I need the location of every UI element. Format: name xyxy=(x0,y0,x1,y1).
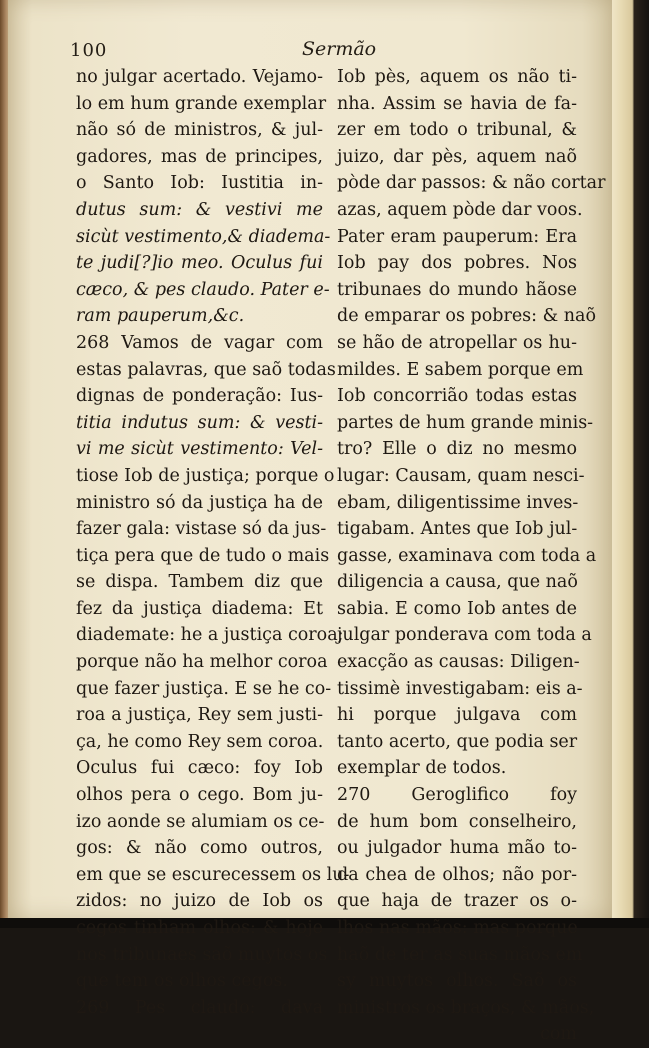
text-line: diligencia a causa, que naõ xyxy=(337,572,578,593)
text-line: Iob pay dos pobres. Nos xyxy=(337,253,577,274)
text-line: tro? Elle o diz no mesmo xyxy=(337,439,577,460)
text-line: hi porque julgava com xyxy=(337,705,577,726)
text-line: juizo, dar pès, aquem naõ xyxy=(337,146,577,167)
text-line: zer em todo o tribunal, & xyxy=(337,120,577,141)
text-line: diademate: he a justiça coroa; xyxy=(76,625,344,646)
text-line: se hão de atropellar os hu- xyxy=(337,332,577,353)
text-line: tigabam. Antes que Iob jul- xyxy=(337,519,578,540)
text-line: vi me sicùt vestimento: Vel- xyxy=(76,439,323,460)
text-line: gadores, mas de principes, xyxy=(76,146,323,167)
text-line: ministro só da justiça ha de xyxy=(76,492,323,513)
text-line: com xyxy=(540,1024,577,1045)
text-line: Iob pès, aquem os não ti- xyxy=(337,67,577,87)
text-line: tiose Iob de justiça; porque o xyxy=(76,465,335,486)
text-line: não só de ministros, & jul- xyxy=(76,120,323,141)
text-line: de emparar os pobres: & naõ xyxy=(337,306,596,327)
text-line: dignas de ponderação: Ius- xyxy=(76,386,323,407)
text-line: te judi[?]io meo. Oculus fui xyxy=(76,253,323,274)
text-line: nha. Assim se havia de fa- xyxy=(337,93,577,114)
text-line: estas palavras, que saõ todas xyxy=(76,359,336,380)
text-line: exemplar de todos. xyxy=(337,758,507,779)
text-line: titia indutus sum: & vesti- xyxy=(76,412,323,433)
text-line: fez da justiça diadema: Et xyxy=(76,598,323,619)
text-line: tiça pera que de tudo o mais xyxy=(76,545,330,566)
text-line: o Santo Iob: Iustitia in- xyxy=(76,173,323,194)
text-line: ministros os braços, & mãos, xyxy=(337,997,595,1018)
text-line: se dispa. Tambem diz que xyxy=(76,572,323,593)
text-line: fazer gala: vistase só da jus- xyxy=(76,519,327,540)
text-line: tissimè investigabam: eis a- xyxy=(337,678,583,699)
text-line: que fazer justiça. E se he co- xyxy=(76,678,332,699)
text-line: sy muytos olhos. Saõ os xyxy=(337,971,577,992)
text-line: porque não ha melhor coroa xyxy=(76,652,328,673)
text-line: partes de hum grande minis- xyxy=(337,412,594,433)
page-number: 100 xyxy=(70,40,108,61)
text-line: ebam, diligentissime inves- xyxy=(337,492,579,513)
text-line: nos tribunaes saõ muytos os xyxy=(76,944,328,965)
text-line: da chea de olhos; não por- xyxy=(337,864,577,885)
page-edges xyxy=(612,0,649,928)
text-line: lhos nas mãos: mas porque xyxy=(337,918,578,938)
text-line: pòde dar passos: & não cortar xyxy=(337,173,606,194)
text-line: ça, he como Rey sem coroa. xyxy=(76,731,324,752)
text-line: 270 Geroglifico foy xyxy=(337,785,577,806)
left-text-column xyxy=(76,64,350,1021)
text-line: mildes. E sabem porque em xyxy=(337,359,584,380)
right-text-column xyxy=(337,64,606,1048)
page-header xyxy=(70,40,600,62)
text-line: cæco, & pes claudo. Pater e- xyxy=(76,279,330,300)
text-line: que haja de trazer os o- xyxy=(337,891,577,912)
text-line: gos: & não como outros, xyxy=(76,838,323,859)
text-line: sicùt vestimento,& diadema- xyxy=(76,226,331,247)
text-line: no julgar acertado. Vejamo- xyxy=(76,67,323,87)
text-line: cegos tinham olhos: & hoje xyxy=(76,918,323,938)
text-line: Iob concorrião todas estas xyxy=(337,386,577,407)
text-line: de hum bom conselheiro, xyxy=(337,811,577,832)
text-line: olhos pera o cego. Bom ju- xyxy=(76,785,323,806)
text-line: roa a justiça, Rey sem justi- xyxy=(76,705,323,726)
text-line: exacção as causas: Diligen- xyxy=(337,652,580,673)
text-line: lugar: Causam, quam nesci- xyxy=(337,465,585,486)
text-line: Oculus fui cæco: foy Iob xyxy=(76,758,323,779)
text-line: ou julgador huma mão to- xyxy=(337,838,577,859)
text-line: dutus sum: & vestivi me xyxy=(76,199,323,220)
text-line: 268 Vamos de vagar com xyxy=(76,332,323,353)
text-line: sabia. E como Iob antes de xyxy=(337,598,577,619)
running-title: Sermão xyxy=(302,38,377,60)
text-line: lo em hum grande exemplar xyxy=(76,93,327,114)
text-line: izo aonde se alumiam os ce- xyxy=(76,811,325,832)
text-line: haõ de ter as suas mãos em xyxy=(337,944,583,965)
text-line: zidos: no juizo de Iob os xyxy=(76,891,323,912)
text-line: gasse, examinava com toda a xyxy=(337,545,597,566)
text-line: ram pauperum,&c. xyxy=(76,306,245,327)
text-line: em que se escurecessem os lu- xyxy=(76,864,350,885)
text-line: tribunaes do mundo hãose xyxy=(337,279,577,300)
text-line: Pater eram pauperum: Era xyxy=(337,226,577,247)
text-line: que tem os olhos cegos. xyxy=(76,971,288,992)
text-line: julgar ponderava com toda a xyxy=(337,625,592,646)
text-line: 269 Pes claudo: dava xyxy=(76,997,323,1018)
text-line: azas, aquem pòde dar voos. xyxy=(337,199,583,220)
text-line: tanto acerto, que podia ser xyxy=(337,731,578,752)
